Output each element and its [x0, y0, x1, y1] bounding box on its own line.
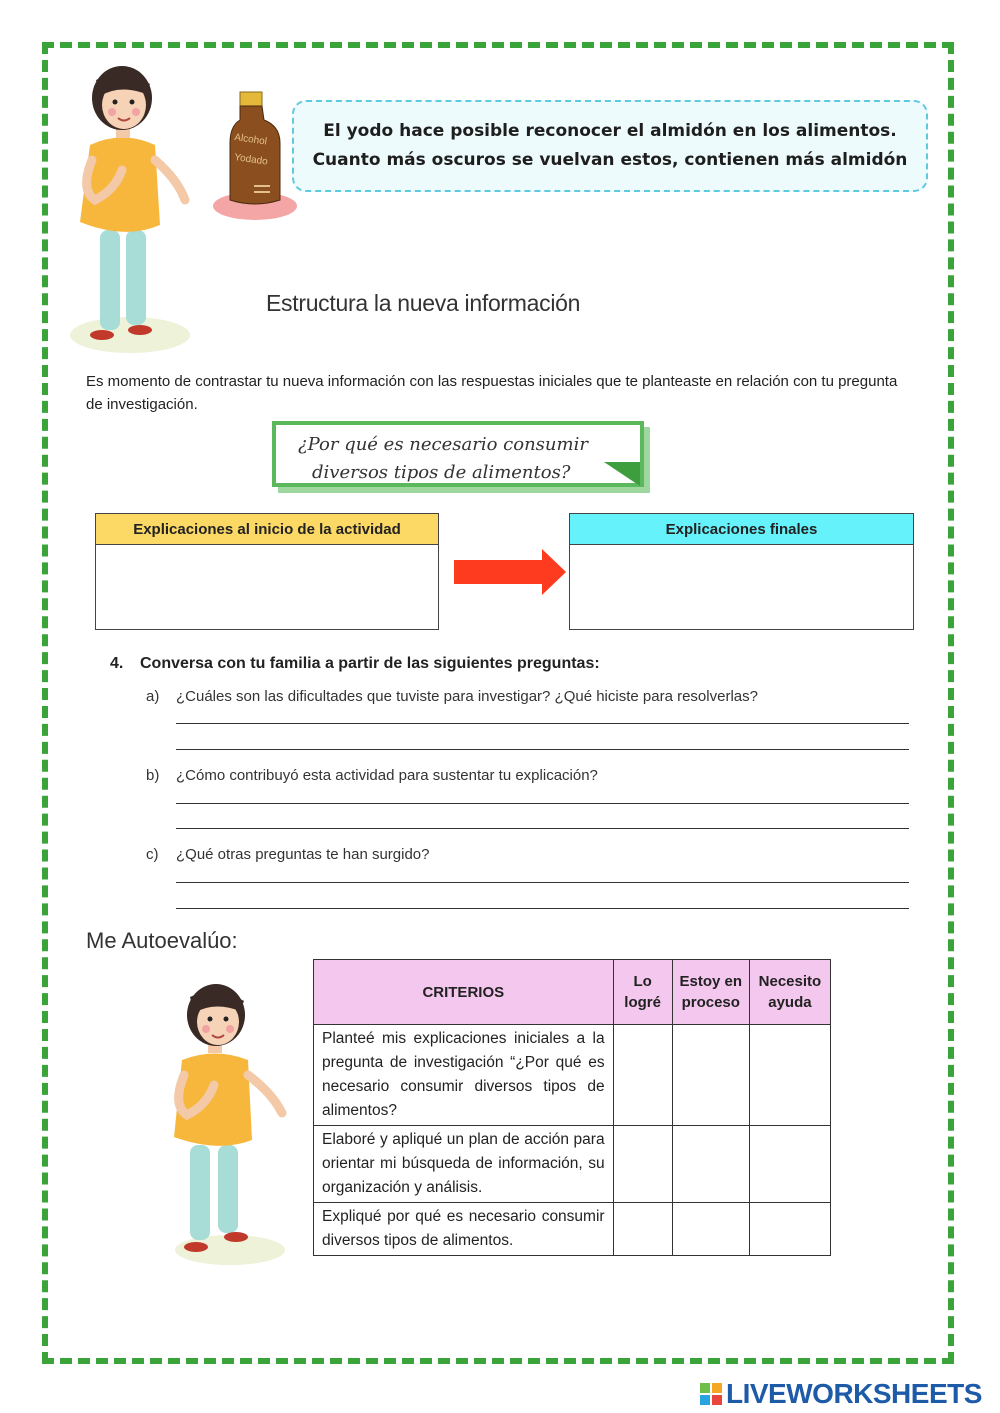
question-4-number: 4. [110, 655, 124, 672]
criterion-2-need-help-cell[interactable] [749, 1126, 830, 1203]
bottle-label-line2: Yodado [233, 152, 269, 168]
criterion-1: Planteé mis explicaciones iniciales a la pregunta de investigación “¿Por qué es necesario consumir diversos tipos de alimentos? [314, 1025, 614, 1126]
liveworksheets-logo-icon [700, 1383, 722, 1405]
question-a-text: ¿Cuáles son las dificultades que tuviste para investigar? ¿Qué hiciste para resolverlas? [176, 688, 758, 705]
criterion-1-achieved-cell[interactable] [613, 1025, 672, 1126]
answer-line-c1[interactable] [176, 882, 909, 883]
answer-line-a2[interactable] [176, 749, 909, 750]
criterion-1-need-help-cell[interactable] [749, 1025, 830, 1126]
research-question-box [272, 421, 644, 487]
answer-line-c2[interactable] [176, 908, 909, 909]
answer-line-b1[interactable] [176, 803, 909, 804]
liveworksheets-logo-text: LIVEWORKSHEETS [726, 1378, 982, 1409]
answer-line-b2[interactable] [176, 828, 909, 829]
iodine-bottle-illustration [210, 88, 300, 223]
liveworksheets-logo[interactable] [700, 1378, 982, 1410]
achieved-header: Lo logré [613, 960, 672, 1025]
in-progress-header: Estoy en proceso [672, 960, 749, 1025]
question-4-heading [110, 655, 600, 673]
criteria-header: CRITERIOS [314, 960, 614, 1025]
info-bubble [292, 100, 928, 192]
girl-illustration-top [60, 50, 195, 360]
info-bubble-line1: El yodo hace posible reconocer el almidón en los alimentos. [323, 121, 897, 141]
arrow-right-icon [454, 560, 544, 584]
section-title: Estructura la nueva información [266, 290, 581, 316]
initial-explanations-input[interactable] [96, 545, 438, 631]
self-eval-title: Me Autoevalúo: [86, 928, 238, 953]
initial-explanations-box [95, 513, 439, 630]
self-eval-row [314, 1203, 831, 1256]
question-a [146, 688, 758, 705]
criterion-3-achieved-cell[interactable] [613, 1203, 672, 1256]
criterion-2: Elaboré y apliqué un plan de acción para orientar mi búsqueda de información, su organización y análisis. [314, 1126, 614, 1203]
final-explanations-input[interactable] [570, 545, 913, 631]
research-question-line1: ¿Por qué es necesario consumir [298, 434, 588, 455]
criterion-2-in-progress-cell[interactable] [672, 1126, 749, 1203]
research-question-line2: diversos tipos de alimentos? [312, 462, 571, 483]
girl-illustration-bottom [160, 975, 295, 1270]
arrow-head-icon [542, 549, 566, 595]
info-bubble-line2: Cuanto más oscuros se vuelvan estos, contienen más almidón [312, 150, 908, 170]
final-explanations-box [569, 513, 914, 630]
question-c [146, 846, 430, 863]
answer-line-a1[interactable] [176, 723, 909, 724]
criterion-3-need-help-cell[interactable] [749, 1203, 830, 1256]
intro-paragraph: Es momento de contrastar tu nueva información con las respuestas iniciales que te planteaste en relación con tu pregunta de investigación. [86, 373, 898, 413]
final-explanations-header: Explicaciones finales [570, 514, 913, 545]
question-b-text: ¿Cómo contribuyó esta actividad para sustentar tu explicación? [176, 767, 598, 784]
question-b [146, 767, 598, 784]
question-4-title: Conversa con tu familia a partir de las siguientes preguntas: [140, 655, 600, 672]
criterion-3: Expliqué por qué es necesario consumir diversos tipos de alimentos. [314, 1203, 614, 1256]
self-eval-table [313, 959, 831, 1256]
criterion-2-achieved-cell[interactable] [613, 1126, 672, 1203]
criterion-3-in-progress-cell[interactable] [672, 1203, 749, 1256]
question-c-text: ¿Qué otras preguntas te han surgido? [176, 846, 430, 863]
question-b-letter: b) [146, 767, 160, 784]
initial-explanations-header: Explicaciones al inicio de la actividad [96, 514, 438, 545]
need-help-header: Necesito ayuda [749, 960, 830, 1025]
self-eval-row [314, 1025, 831, 1126]
question-c-letter: c) [146, 846, 159, 863]
criterion-1-in-progress-cell[interactable] [672, 1025, 749, 1126]
bottle-label-line1: Alcohol [233, 132, 268, 148]
question-a-letter: a) [146, 688, 160, 705]
self-eval-row [314, 1126, 831, 1203]
question-box-fold [604, 462, 640, 486]
self-eval-header-row [314, 960, 831, 1025]
